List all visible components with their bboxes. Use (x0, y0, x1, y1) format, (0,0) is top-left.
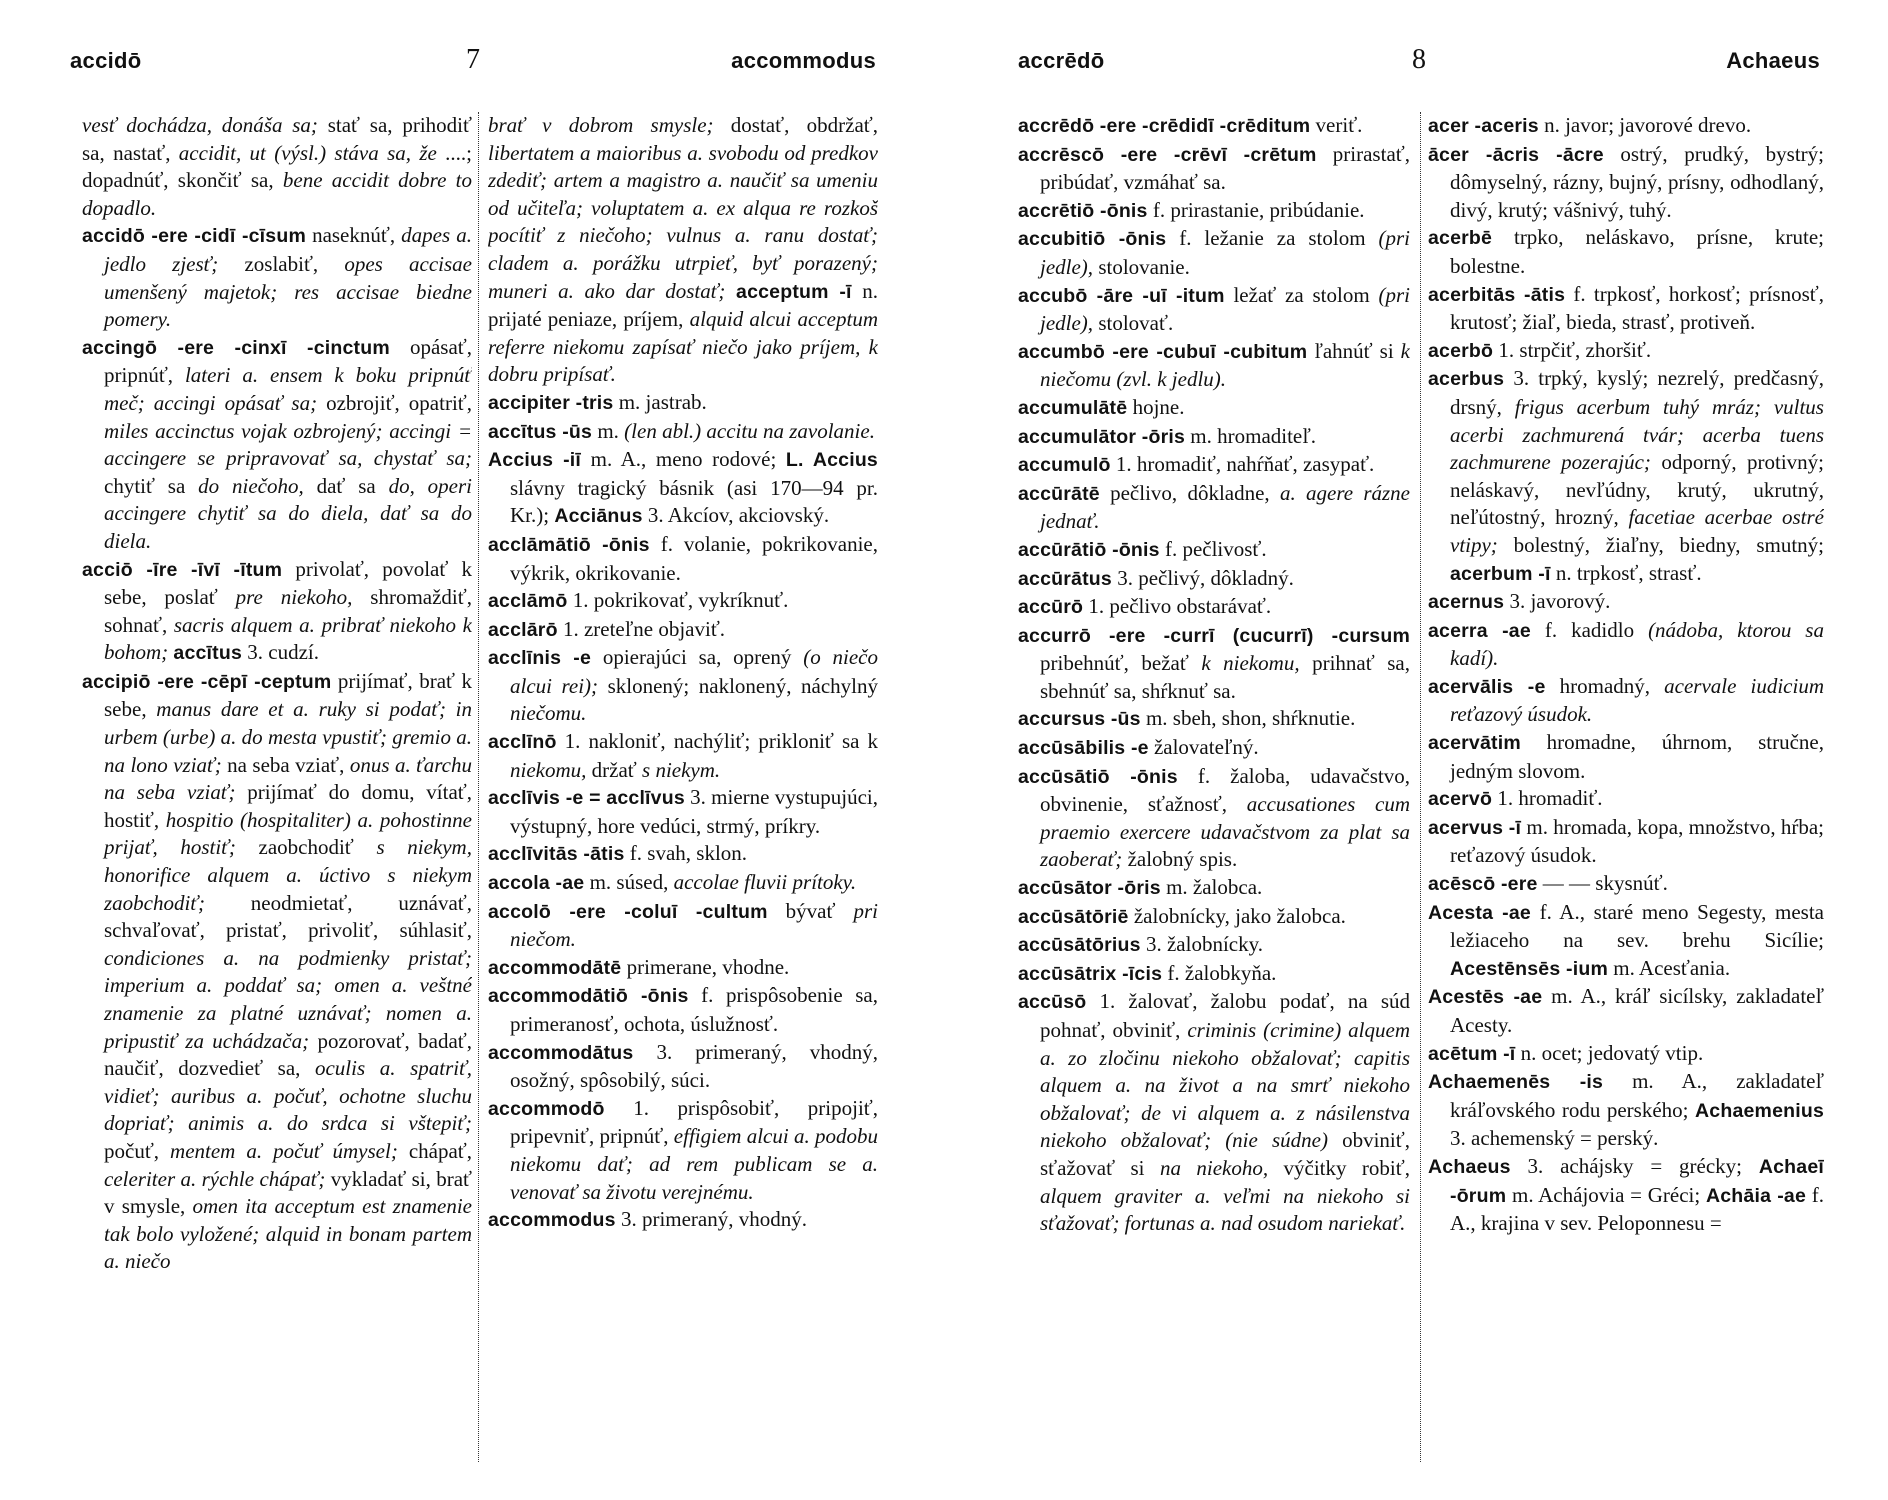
headword: accūrō (1018, 596, 1084, 619)
dictionary-entry: acernus 3. javorový. (1428, 589, 1611, 614)
headword: accrēdō -ere -crēdidī -crēditum (1018, 115, 1311, 137)
dictionary-entry: acclīvitās -ātis f. svah, sklon. (488, 841, 748, 866)
dictionary-entry: acervālis -e hromadný, acervale iudicium reťazový úsudok. (1428, 673, 1824, 727)
italic-phrase: k niekomu, (1201, 651, 1300, 676)
italic-phrase: niečomu. (510, 701, 587, 726)
headword: accūrātiō -ōnis (1018, 538, 1160, 561)
headword: accommodō (488, 1097, 605, 1120)
guide-word-right: accommodus (731, 48, 876, 73)
italic-phrase: na niekoho, (1159, 1155, 1269, 1180)
headword: accumulātor -ōris (1018, 425, 1186, 448)
headword: Acestēnsēs -ium (1450, 957, 1608, 980)
dictionary-entry: Acestēs -ae m. A., kráľ sicílsky, zakladateľ Acesty. (1428, 984, 1824, 1037)
dictionary-entry: accumulātē hojne. (1018, 394, 1185, 419)
italic-phrase: a. agere rázne jednať. (1040, 480, 1410, 534)
italic-phrase: lateri a. ensem k boku pripnúť meč; accingi opásať sa; (104, 363, 472, 415)
italic-phrase: opes accisae umenšený majetok; res accisae biedne pomery. (104, 251, 472, 332)
headword: acclīnis -e (488, 647, 592, 670)
dictionary-entry: accurrō -ere -currī (cucurrī) -cursum pribehnúť, bežať k niekomu, prihnať sa, sbehnúť sa, shŕknuť sa. (1018, 624, 1410, 703)
headword: acervālis -e (1428, 675, 1546, 698)
headword: Achaeus (1428, 1155, 1511, 1178)
dictionary-entry: accipiō -ere -cēpī -ceptum prijímať, brať k sebe, manus dare et a. ruky si podať; in urbem (urbe) a. do mesta vpustiť; gremio a. na lono vziať; na seba vziať, onus a. ťarchu na seba vziať; prijímať do domu, vítať, hostiť, hospitio (hospitaliter) a. pohostinne prijať, hostiť; zaobchodiť s niekym, honorifice alquem a. úctivo s niekym zaobchodiť; neodmietať, uznávať, schvaľovať, pristať, privoliť, súhlasiť, condiciones a. na podmienky pristať; imperium a. poddať sa; omen a. veštné znamenie za platné uznávať; nomen a. pripustiť za uchádzača; pozorovať, badať, naučiť, dozvedieť sa, oculis a. spatriť, vidieť; auribus a. počuť, ochotne sluchu dopriať; animis a. do srdca si vštepiť; počuť, mentem a. počuť úmysel; chápať, celeriter a. rýchle chápať; vykladať si, brať v smysle, omen ita acceptum est znamenie tak bolo vyložené; alquid in bonam partem a. niečo (82, 668, 472, 1274)
italic-phrase: (o niečo alcui rei); (510, 645, 878, 698)
italic-phrase: alquem graviter a. veľmi na niekoho si sťažovať; fortunas a. nad osudom nariekať. (1040, 1183, 1410, 1236)
italic-phrase: s niekym, honorifice alquem a. úctivo s niekym zaobchodiť; (104, 835, 472, 915)
italic-phrase: manus dare et a. ruky si podať; in urbem (urbe) a. do mesta vpustiť; gremio a. na lono vziať; (104, 697, 472, 777)
headword: Achaemenius (1695, 1099, 1824, 1122)
dictionary-entry: acervātim hromadne, úhrnom, stručne, jedným slovom. (1428, 730, 1824, 783)
italic-phrase: condiciones a. na podmienky pristať; imperium a. poddať sa; omen a. veštné znamenie za platné uznávať; nomen a. pripustiť za uchádzača; (104, 945, 472, 1053)
dictionary-entry: Achaeus 3. achájsky = grécky; Achaeī -ōrum m. Achájovia = Gréci; Achāia -ae f. A., krajina v sev. Peloponnesu = (1428, 1153, 1824, 1236)
dictionary-entry: accingō -ere -cinxī -cinctum opásať, pripnúť, lateri a. ensem k boku pripnúť meč; accingi opásať sa; ozbrojiť, opatriť, miles accinctus vojak ozbrojený; accingi = accingere se pripravovať sa, chystať sa; chytiť sa do niečoho, dať sa do, operi accingere chytiť sa do diela, dať sa do diela. (82, 334, 472, 553)
dictionary-entry: accommodō 1. prispôsobiť, pripojiť, pripevniť, pripnúť, effigiem alcui a. podobu niekomu dať; ad rem publicam se a. venovať sa životu verejnému. (488, 1095, 878, 1204)
dictionary-entry: accommodātē primerane, vhodne. (488, 954, 790, 979)
dictionary-entry: acciō -īre -īvī -ītum privolať, povolať k sebe, poslať pre niekoho, shromaždiť, sohnať, sacris alquem a. pribrať niekoho k bohom; accītus 3. cudzí. (82, 556, 472, 665)
dictionary-entry: ācer -ācris -ācre ostrý, prudký, bystrý; dômyselný, rázny, bujný, prísny, odhodlaný, divý, krutý; vášnivý, tuhý. (1428, 141, 1824, 222)
dictionary-entry: Acesta -ae f. A., staré meno Segesty, mesta ležiaceho na sev. brehu Sicílie; Acestēnsēs -ium m. Acesťania. (1428, 899, 1824, 980)
headword: Achaemenēs -is (1428, 1071, 1604, 1094)
entry-column (1018, 112, 1410, 1464)
headword: accommodātiō -ōnis (488, 985, 689, 1008)
headword: accipiter -tris (488, 391, 614, 414)
entry-column (82, 112, 472, 1464)
headword: Acestēs -ae (1428, 986, 1543, 1009)
italic-phrase: mentem a. počuť úmysel; (170, 1138, 398, 1163)
dictionary-entry: acerbō 1. strpčiť, zhoršiť. (1428, 337, 1652, 362)
headword: acerbō (1428, 339, 1494, 362)
headword: acerbitās -ātis (1428, 283, 1566, 306)
headword: Achāia -ae (1705, 1184, 1807, 1207)
dictionary-entry: accūsātor -ōris m. žalobca. (1018, 875, 1263, 900)
headword: acerra -ae (1428, 619, 1531, 642)
italic-phrase: effigiem alcui a. podobu niekomu dať; ad rem publicam se a. venovať sa životu verejnému. (510, 1124, 878, 1204)
running-head (62, 44, 884, 80)
headword: Acciānus (554, 505, 643, 528)
page-right (1010, 0, 1828, 1500)
headword: accītus (173, 642, 243, 665)
dictionary-entry: accommodātus 3. primeraný, vhodný, osožný, spôsobilý, súci. (488, 1039, 878, 1093)
headword: acervō (1428, 788, 1493, 811)
dictionary-entry: accūsātōrius 3. žalobnícky. (1018, 932, 1263, 957)
headword: acerbus (1428, 368, 1505, 391)
dictionary-entry: accidō -ere -cidī -cīsum naseknúť, dapes a. jedlo zjesť; zoslabiť, opes accisae umenšený majetok; res accisae biedne pomery. (82, 223, 472, 332)
italic-phrase: (nádoba, ktorou sa kadí). (1450, 617, 1824, 671)
dictionary-entry: acclīvis -e = acclīvus 3. mierne vystupujúci, výstupný, hore vedúci, strmý, príkry. (488, 785, 878, 838)
dictionary-entry: accumulō 1. hromadiť, nahŕňať, zasypať. (1018, 452, 1375, 477)
headword: accubitiō -ōnis (1018, 228, 1167, 251)
headword: accipiō -ere -cēpī -ceptum (82, 670, 332, 693)
headword: acciō -īre -īvī -ītum (82, 558, 283, 581)
headword: acer -aceris (1428, 115, 1539, 137)
dictionary-entry: accūrātiō -ōnis f. pečlivosť. (1018, 536, 1267, 561)
italic-phrase: dapes a. jedlo zjesť; (104, 223, 472, 276)
headword: acclīvitās -ātis (488, 843, 625, 866)
headword: acclīnō (488, 731, 557, 754)
running-head (1010, 44, 1828, 80)
headword: accrētiō -ōnis (1018, 199, 1148, 222)
italic-phrase: frigus acerbum tuhý mráz; vultus acerbi zachmurená tvár; acerba tuens zachmurene pozerajúc; (1450, 394, 1824, 475)
dictionary-entry: accrēscō -ere -crēvī -crētum prirastať, pribúdať, vzmáhať sa. (1018, 141, 1410, 195)
headword: L. Accius (785, 449, 878, 472)
headword: accommodus (488, 1209, 616, 1232)
dictionary-entry: acclīnō 1. nakloniť, nachýliť; prikloniť sa k niekomu, držať s niekym. (488, 729, 878, 782)
headword: acclīvis -e = acclīvus (488, 787, 685, 810)
headword: accommodātus (488, 1041, 634, 1064)
guide-word-left: accidō (70, 48, 142, 73)
headword: acceptum (736, 280, 829, 303)
dictionary-entry: accumulātor -ōris m. hromaditeľ. (1018, 423, 1317, 448)
dictionary-entry: acer -aceris n. javor; javorové drevo. (1428, 113, 1752, 137)
headword: -ī (839, 280, 852, 303)
dictionary-entry: acclāmātiō -ōnis f. volanie, pokrikovanie, výkrik, okrikovanie. (488, 531, 878, 585)
headword: accumulō (1018, 454, 1111, 477)
dictionary-entry: accursus -ūs m. sbeh, shon, shŕknutie. (1018, 706, 1356, 731)
dictionary-entry: accūrātus 3. pečlivý, dôkladný. (1018, 565, 1294, 590)
dictionary-entry: acētum -ī n. ocet; jedovatý vtip. (1428, 1040, 1704, 1065)
headword: accolō -ere -coluī -cultum (488, 900, 768, 923)
italic-phrase: libertatem a maioribus a. svobodu od predkov zdediť; artem a magistro a. naučiť sa umeniu od učiteľa; voluptatem a. ex alqua re rozkoš pocítiť z niečoho; vulnus a. ranu dostať; cladem a. porážku utrpieť, byť porazený; muneri a. ako dar dostať; (488, 140, 878, 303)
headword: acclāmātiō -ōnis (488, 533, 650, 556)
page-number: 7 (466, 44, 480, 75)
dictionary-entry: accūsātrix -īcis f. žalobkyňa. (1018, 960, 1277, 985)
headword: acēscō -ere (1428, 873, 1538, 896)
headword: accrēscō -ere -crēvī -crētum (1018, 143, 1317, 166)
page-number: 8 (1412, 44, 1426, 75)
italic-phrase: s niekym. (642, 757, 721, 782)
headword: accītus -ūs (488, 420, 593, 443)
italic-phrase: celeriter a. rýchle chápať; (104, 1166, 326, 1191)
italic-phrase: bene accidit dobre to dopadlo. (82, 168, 472, 220)
dictionary-entry: accolō -ere -coluī -cultum bývať pri niečom. (488, 898, 878, 952)
headword: acclāmō (488, 590, 568, 613)
guide-word-right: Achaeus (1726, 48, 1820, 73)
italic-phrase: do, operi accingere chytiť sa do diela, dať sa do diela. (104, 473, 472, 553)
headword: accubō -āre -uī -itum (1018, 284, 1225, 307)
dictionary-entry: acervus -ī m. hromada, kopa, množstvo, hŕba; reťazový úsudok. (1428, 814, 1824, 868)
headword: acerbum -ī (1450, 562, 1551, 585)
column-rule (478, 112, 479, 1462)
dictionary-entry: acerbē trpko, neláskavo, prísne, krute; bolestne. (1428, 225, 1824, 278)
dictionary-entry: accommodus 3. primeraný, vhodný. (488, 1207, 807, 1232)
column-rule (1420, 112, 1421, 1462)
dictionary-entry: Achaemenēs -is m. A., zakladateľ kráľovského rodu perského; Achaemenius 3. achemenský = perský. (1428, 1069, 1824, 1151)
headword: acervus -ī (1428, 816, 1522, 839)
headword: Accius -iī (488, 449, 582, 472)
italic-phrase: oculis a. spatriť, vidieť; auribus a. počuť, ochotne sluchu dopriať; animis a. do srdca si vštepiť; (104, 1056, 472, 1136)
italic-phrase: acervale iudicium reťazový úsudok. (1450, 673, 1824, 727)
dictionary-entry: accubō -āre -uī -itum ležať za stolom (pri jedle), stolovať. (1018, 282, 1410, 336)
headword: Achaeī -ōrum (1450, 1155, 1824, 1207)
headword: accingō -ere -cinxī -cinctum (82, 336, 390, 359)
headword: accurrō -ere -currī (cucurrī) -cursum (1018, 624, 1410, 647)
italic-phrase: miles accinctus vojak ozbrojený; accingi = accingere se pripravovať sa, chystať sa; (104, 418, 472, 471)
headword: accūsātōriē (1018, 905, 1129, 928)
headword: accūsātrix -īcis (1018, 962, 1163, 985)
italic-phrase: omen ita acceptum est znamenie tak bolo vyložené; alquid in bonam partem a. niečo (104, 1194, 472, 1274)
italic-phrase: niekomu, (510, 757, 587, 782)
dictionary-entry: accūrō 1. pečlivo obstarávať. (1018, 594, 1272, 619)
guide-word-left: accrēdō (1018, 48, 1105, 73)
dictionary-entry: acerbus 3. trpký, kyslý; nezrelý, predčasný, drsný, frigus acerbum tuhý mráz; vultus acerbi zachmurená tvár; acerba tuens zachmurene pozerajúc; odporný, protivný; neláskavý, nevľúdny, krutý, ukrutný, neľútostný, hrozný, facetiae acerbae ostré vtipy; bolestný, žiaľny, biedny, smutný; acerbum -ī n. trpkosť, strasť. (1428, 366, 1824, 585)
entry-column (1428, 112, 1824, 1464)
dictionary-entry: accūsābilis -e žalovateľný. (1018, 735, 1259, 760)
dictionary-entry: vesť dochádza, donáša sa; stať sa, prihodiť sa, nastať, accidit, ut (výsl.) stáva sa, že ....; dopadnúť, skončiť sa, bene accidit dobre to dopadlo. (82, 113, 472, 220)
dictionary-entry: acerbitās -ātis f. trpkosť, horkosť; prísnosť, krutosť; žiaľ, bieda, strasť, protiveň. (1428, 281, 1824, 335)
dictionary-entry: acēscō -ere — — skysnúť. (1428, 871, 1668, 896)
headword: accidō -ere -cidī -cīsum (82, 225, 306, 248)
dictionary-entry: acclīnis -e opierajúci sa, oprený (o niečo alcui rei); sklonený; naklonený, náchylný niečomu. (488, 645, 878, 726)
headword: accūsātōrius (1018, 934, 1141, 957)
italic-phrase: (pri jedle), (1040, 226, 1410, 279)
italic-phrase: sacris alquem a. pribrať niekoho k bohom; (104, 612, 472, 665)
headword: accola -ae (488, 872, 585, 895)
italic-phrase: criminis (crimine) alquem a. zo zločinu niekoho obžalovať; capitis alquem a. na život a na smrť niekoho obžalovať; de vi alquem a. z násilenstva niekoho obžalovať; (nie súdne) (1040, 1018, 1410, 1153)
headword: acerbē (1428, 227, 1493, 250)
dictionary-entry: accipiter -tris m. jastrab. (488, 389, 707, 414)
dictionary-entry: brať v dobrom smysle; dostať, obdržať, libertatem a maioribus a. svobodu od predkov zdediť; artem a magistro a. naučiť sa umeniu od učiteľa; voluptatem a. ex alqua re rozkoš pocítiť z niečoho; vulnus a. ranu dostať; cladem a. porážku utrpieť, byť porazený; muneri a. ako dar dostať; acceptum -ī n. prijaté peniaze, príjem, alquid alcui acceptum referre niekomu zapísať niečo jako príjem, k dobru pripísať. (488, 113, 878, 387)
dictionary-entry: accubitiō -ōnis f. ležanie za stolom (pri jedle), stolovanie. (1018, 226, 1410, 279)
dictionary-entry: accītus -ūs m. (len abl.) accitu na zavolanie. (488, 418, 875, 443)
italic-phrase: (pri jedle), (1040, 282, 1410, 336)
italic-phrase: accidit, ut (výsl.) stáva sa, že (178, 140, 437, 165)
headword: accumbō -ere -cubuī -cubitum (1018, 340, 1308, 363)
italic-phrase: pre niekoho, (235, 585, 353, 610)
dictionary-entry: Accius -iī m. A., meno rodové; L. Accius slávny tragický básnik (asi 170—94 pr. Kr.); Acciānus 3. Akcíov, akciovský. (488, 447, 878, 528)
headword: accūsātiō -ōnis (1018, 765, 1178, 788)
dictionary-entry: accūsātōriē žalobnícky, jako žalobca. (1018, 903, 1346, 928)
italic-phrase: accusationes cum praemio exercere udavačstvom za plat sa zaoberať; (1040, 792, 1410, 872)
dictionary-entry: accola -ae m. súsed, accolae fluvii prítoky. (488, 870, 857, 895)
italic-phrase: accolae fluvii prítoky. (673, 870, 857, 895)
dictionary-entry: acclāmō 1. pokrikovať, vykríknuť. (488, 588, 789, 613)
headword: acclārō (488, 618, 558, 641)
dictionary-entry: accumbō -ere -cubuī -cubitum ľahnúť si k niečomu (zvl. k jedlu). (1018, 338, 1410, 392)
headword: accumulātē (1018, 396, 1128, 419)
italic-phrase: alquid alcui acceptum referre niekomu zapísať niečo jako príjem, k dobru pripísať. (488, 307, 878, 387)
dictionary-entry: accūsātiō -ōnis f. žaloba, udavačstvo, obvinenie, sťažnosť, accusationes cum praemio exercere udavačstvom za plat sa zaoberať; žalobný spis. (1018, 763, 1410, 872)
headword: accūsābilis -e (1018, 737, 1149, 760)
dictionary-entry: accrēdō -ere -crēdidī -crēditum veriť. (1018, 113, 1363, 137)
italic-phrase: pri niečom. (510, 898, 878, 952)
dictionary-entry: acervō 1. hromadiť. (1428, 786, 1603, 811)
headword: acētum -ī (1428, 1042, 1516, 1065)
headword: Acesta -ae (1428, 901, 1531, 924)
page-left (62, 0, 884, 1500)
dictionary-entry: accūrātē pečlivo, dôkladne, a. agere rázne jednať. (1018, 480, 1410, 534)
headword: accursus -ūs (1018, 708, 1141, 731)
italic-phrase: (len abl.) accitu na zavolanie. (624, 418, 875, 443)
headword: acervātim (1428, 732, 1521, 755)
italic-phrase: k niečomu (zvl. k jedlu). (1040, 338, 1410, 392)
italic-phrase: vesť dochádza, donáša sa; (82, 113, 318, 137)
headword: accūrātus (1018, 567, 1112, 590)
dictionary-entry: accrētiō -ōnis f. prirastanie, pribúdanie. (1018, 197, 1365, 222)
dictionary-entry: acerra -ae f. kadidlo (nádoba, ktorou sa kadí). (1428, 617, 1824, 671)
italic-phrase: onus a. ťarchu na seba vziať; (104, 752, 472, 805)
entry-column (488, 112, 878, 1464)
headword: accūrātē (1018, 482, 1100, 505)
dictionary-entry: accommodātiō -ōnis f. prispôsobenie sa, primeranosť, ochota, úslužnosť. (488, 983, 878, 1036)
headword: accūsātor -ōris (1018, 877, 1161, 900)
headword: accūsō (1018, 991, 1087, 1014)
headword: acernus (1428, 591, 1505, 614)
italic-phrase: do niečoho, (198, 473, 304, 498)
dictionary-entry: accūsō 1. žalovať, žalobu podať, na súd pohnať, obviniť, criminis (crimine) alquem a. zo zločinu niekoho obžalovať; capitis alquem a. na život a na smrť niekoho obžalovať; de vi alquem a. z násilenstva niekoho obžalovať; (nie súdne) obviniť, sťažovať si na niekoho, výčitky robiť, alquem graviter a. veľmi na niekoho si sťažovať; fortunas a. nad osudom nariekať. (1018, 989, 1410, 1236)
italic-phrase: facetiae acerbae ostré vtipy; (1450, 505, 1824, 557)
italic-phrase: hospitio (hospitaliter) a. pohostinne prijať, hostiť; (104, 807, 472, 860)
italic-phrase: brať v dobrom smysle; (488, 113, 714, 137)
headword: ācer -ācris -ācre (1428, 143, 1604, 166)
headword: accommodātē (488, 956, 622, 979)
dictionary-entry: acclārō 1. zreteľne objaviť. (488, 616, 726, 641)
